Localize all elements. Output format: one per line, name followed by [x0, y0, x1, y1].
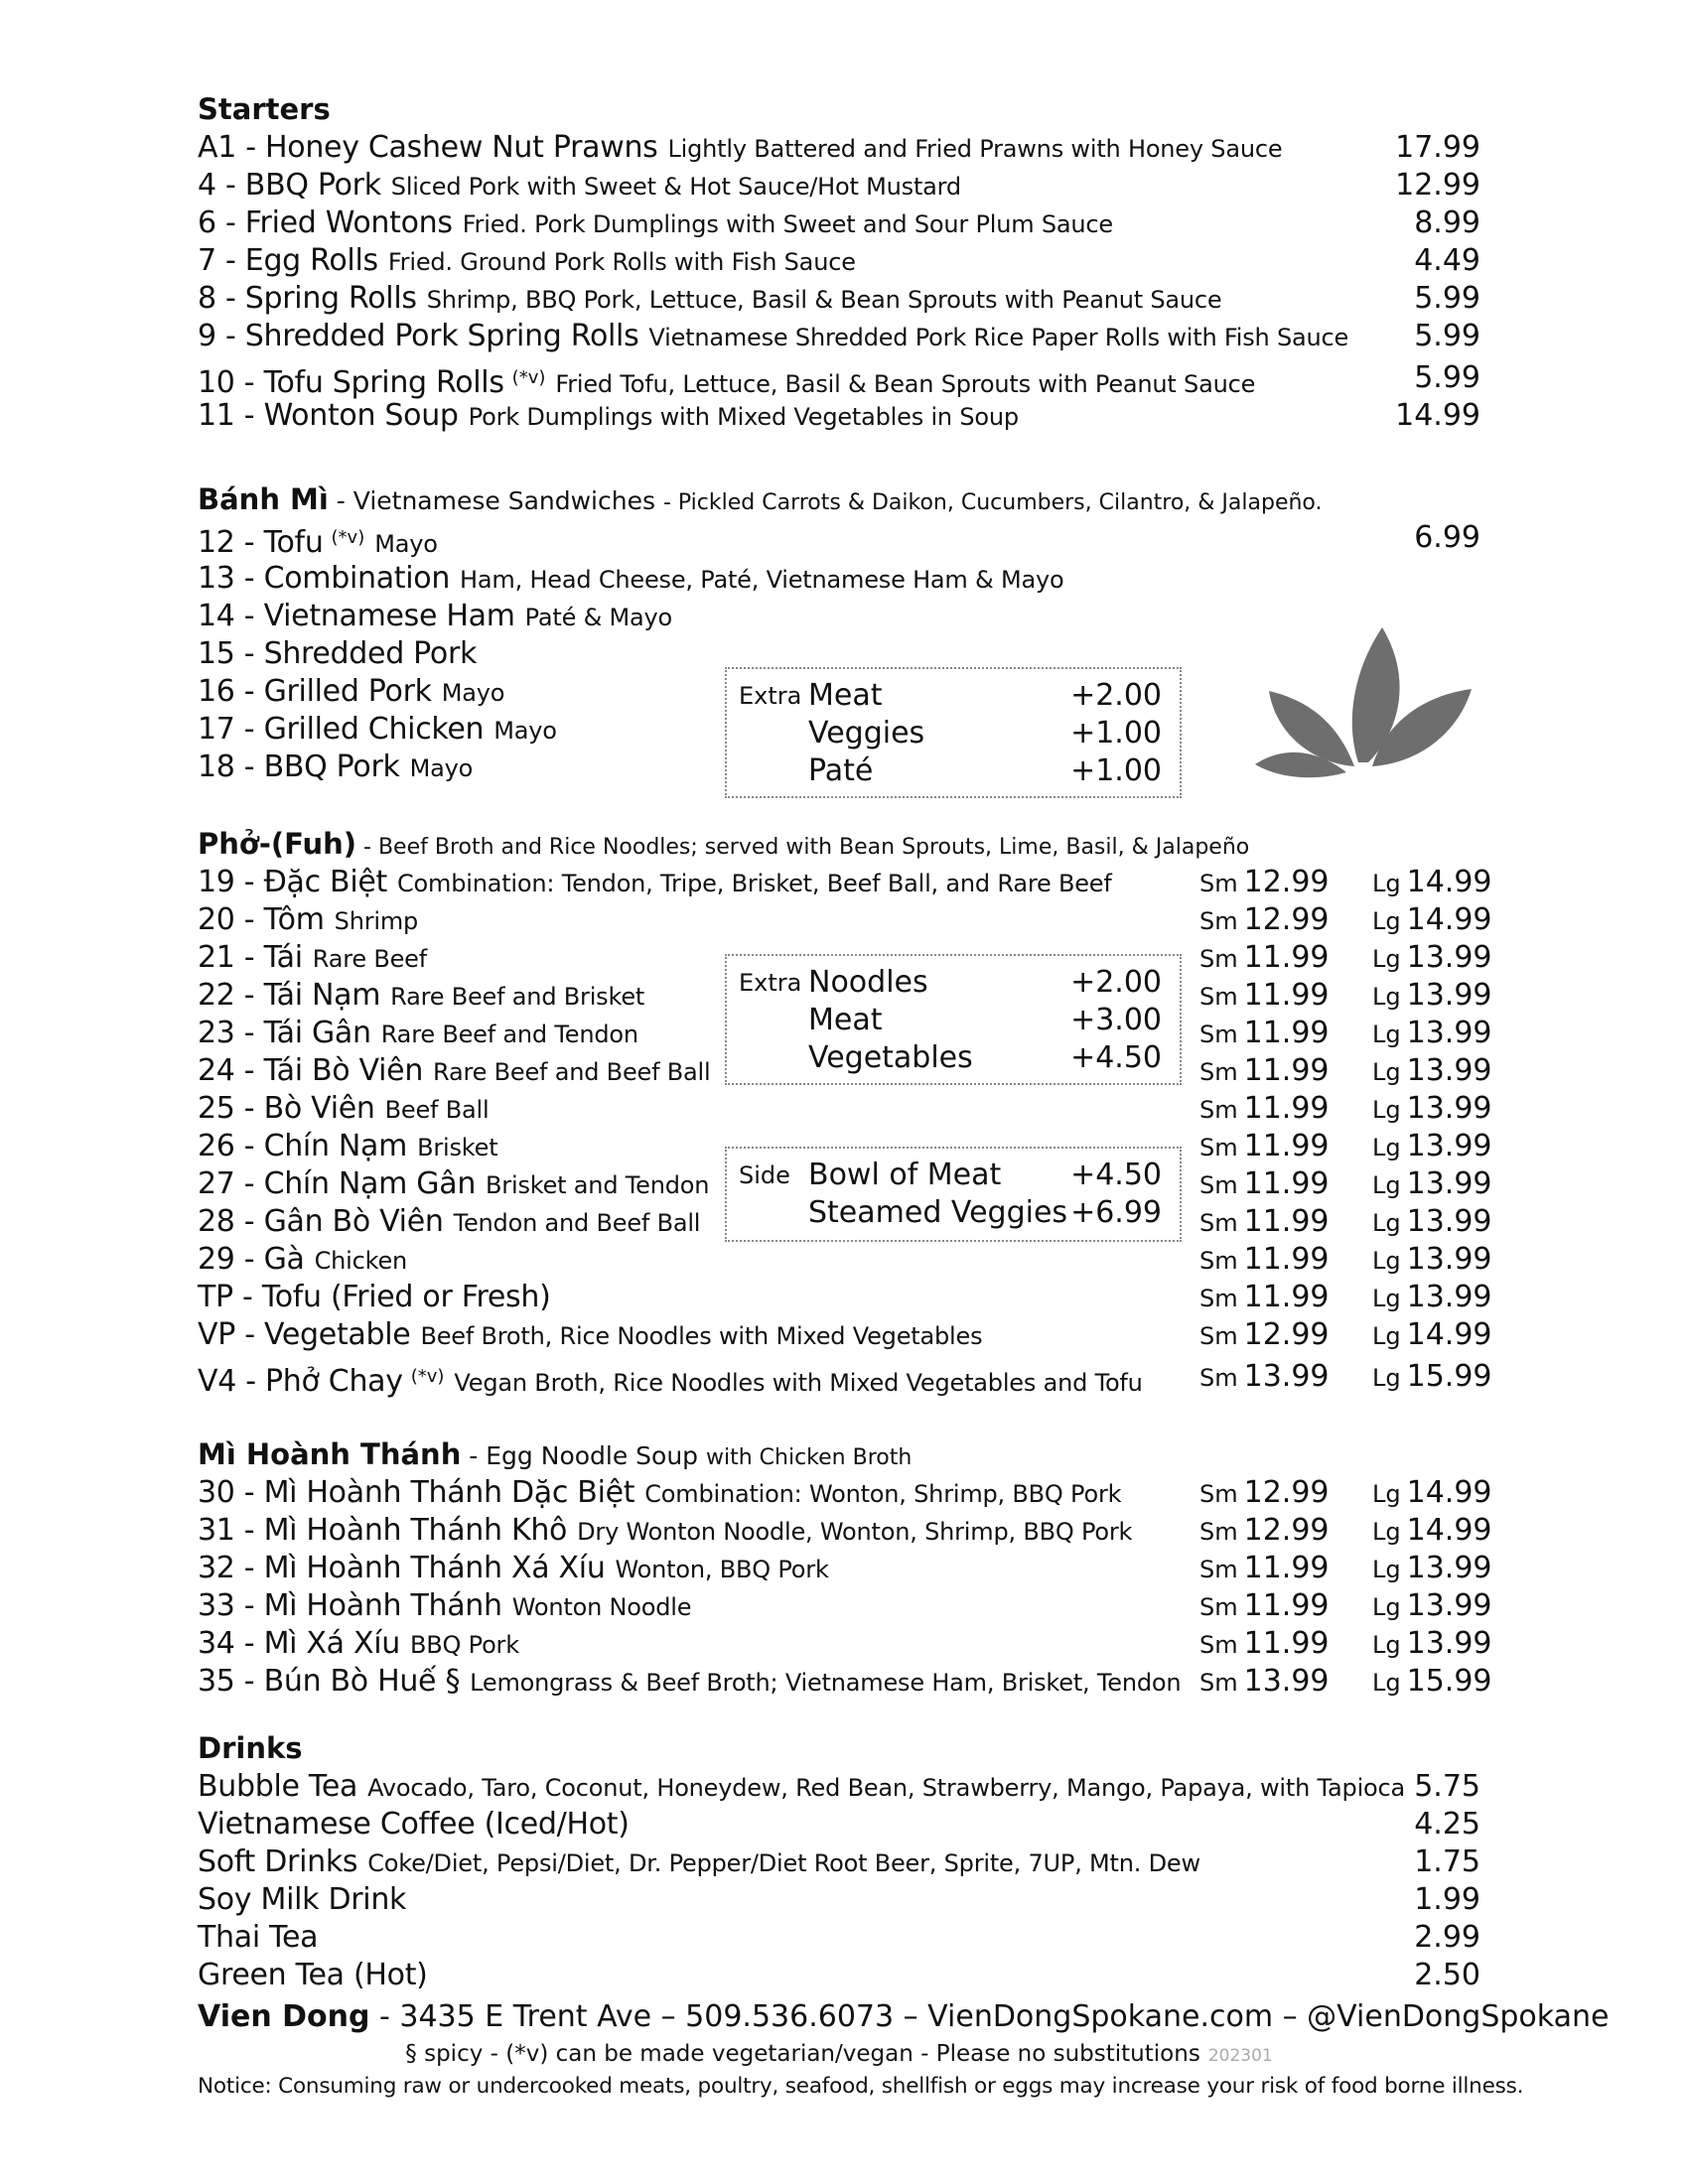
menu-item-row	[198, 1052, 710, 1090]
item-price-sm	[1199, 1052, 1330, 1090]
menu-item-row	[198, 1919, 318, 1957]
price-value-lg: 13.99	[1406, 1280, 1492, 1314]
menu-item-row	[198, 1957, 428, 1994]
item-price: 12.99	[1395, 168, 1480, 203]
price-value-sm: 11.99	[1243, 1280, 1330, 1314]
item-price: 17.99	[1395, 130, 1480, 165]
item-name: 7 - Egg Rolls	[198, 243, 378, 278]
size-label-sm: Sm	[1199, 1518, 1238, 1546]
banh-mi-extras-box	[725, 667, 1182, 798]
size-label-lg: Lg	[1372, 1096, 1401, 1124]
item-price-lg	[1372, 1241, 1492, 1279]
item-description: Coke/Diet, Pepsi/Diet, Dr. Pepper/Diet Root Beer, Sprite, 7UP, Mtn. Dew	[367, 1849, 1200, 1877]
item-price-lg	[1372, 1474, 1492, 1512]
price-value-lg: 13.99	[1406, 1129, 1492, 1163]
price-value-sm: 11.99	[1243, 1626, 1330, 1661]
item-name: 10 - Tofu Spring Rolls	[198, 365, 504, 400]
item-price: 5.75	[1414, 1769, 1480, 1804]
size-label-lg: Lg	[1372, 1518, 1401, 1546]
price-value-lg: 13.99	[1406, 1551, 1492, 1585]
item-price-sm	[1199, 901, 1330, 939]
item-price-sm	[1199, 977, 1330, 1015]
price-value-sm: 13.99	[1243, 1664, 1330, 1699]
item-name: 20 - Tôm	[198, 902, 325, 937]
menu-item-row	[198, 1316, 982, 1354]
menu-item-row	[198, 1587, 691, 1625]
size-label-lg: Lg	[1372, 1322, 1401, 1350]
item-description: Lemongrass & Beef Broth; Vietnamese Ham, Brisket, Tendon	[470, 1669, 1182, 1697]
size-label-sm: Sm	[1199, 870, 1238, 897]
pho-sides-box	[725, 1147, 1182, 1242]
item-price-lg	[1372, 1090, 1492, 1128]
menu-item-row	[198, 1625, 519, 1663]
size-label-sm: Sm	[1199, 1631, 1238, 1659]
menu-item-row	[198, 1165, 709, 1203]
item-name: 8 - Spring Rolls	[198, 281, 417, 316]
menu-item-row	[198, 519, 438, 560]
item-description: Pork Dumplings with Mixed Vegetables in Soup	[468, 403, 1019, 431]
item-price-sm	[1199, 1512, 1330, 1550]
item-name: 28 - Gân Bò Viên	[198, 1204, 444, 1239]
item-description: Combination: Tendon, Tripe, Brisket, Beef Ball, and Rare Beef	[396, 870, 1112, 897]
extra-price: +1.00	[1070, 753, 1162, 788]
item-description: Fried. Ground Pork Rolls with Fish Sauce	[387, 248, 856, 276]
item-price-lg	[1372, 1587, 1492, 1625]
item-description: Wonton, BBQ Pork	[615, 1556, 829, 1583]
menu-item-row	[198, 1881, 406, 1919]
item-name: 24 - Tái Bò Viên	[198, 1053, 424, 1088]
price-value-sm: 13.99	[1243, 1359, 1330, 1394]
size-label-sm: Sm	[1199, 945, 1238, 973]
menu-item-row	[198, 1843, 1200, 1881]
item-price-lg	[1372, 1625, 1492, 1663]
extra-item: Noodles	[808, 965, 928, 1000]
size-label-sm: Sm	[1199, 1669, 1238, 1697]
price-value-lg: 13.99	[1406, 1166, 1492, 1201]
price-value-sm: 11.99	[1243, 1016, 1330, 1050]
extra-item: Meat	[808, 1003, 883, 1037]
size-label-lg: Lg	[1372, 1593, 1401, 1621]
item-description: Vietnamese Shredded Pork Rice Paper Rolls with Fish Sauce	[648, 324, 1349, 351]
item-price-sm	[1199, 1316, 1330, 1354]
item-name: 19 - Đặc Biệt	[198, 865, 387, 899]
price-value-sm: 11.99	[1243, 1091, 1330, 1126]
item-name: 23 - Tái Gân	[198, 1016, 371, 1050]
item-name: 33 - Mì Hoành Thánh	[198, 1588, 502, 1623]
menu-item-row	[198, 397, 1019, 435]
price-value-sm: 12.99	[1243, 865, 1330, 899]
item-price-sm	[1199, 1587, 1330, 1625]
price-value-lg: 14.99	[1406, 1475, 1492, 1510]
size-label-lg: Lg	[1372, 1134, 1401, 1161]
price-value-lg: 15.99	[1406, 1664, 1492, 1699]
item-name: 4 - BBQ Pork	[198, 168, 381, 203]
extra-price: +2.00	[1070, 965, 1162, 1000]
item-description: Fried Tofu, Lettuce, Basil & Bean Sprouts with Peanut Sauce	[555, 370, 1256, 398]
item-description: Beef Broth, Rice Noodles with Mixed Vegetables	[420, 1322, 983, 1350]
item-name: 12 - Tofu	[198, 525, 324, 560]
price-value-lg: 14.99	[1406, 1317, 1492, 1352]
size-label-lg: Lg	[1372, 1480, 1401, 1508]
extra-label: Extra	[739, 682, 802, 710]
size-label-sm: Sm	[1199, 983, 1238, 1011]
item-description: Avocado, Taro, Coconut, Honeydew, Red Bean, Strawberry, Mango, Papaya, with Tapioca	[367, 1774, 1406, 1802]
size-label-lg: Lg	[1372, 1669, 1401, 1697]
item-price-lg	[1372, 1279, 1492, 1316]
extra-item: Paté	[808, 753, 874, 788]
item-name: 15 - Shredded Pork	[198, 636, 478, 671]
item-description: Mayo	[409, 754, 474, 782]
extra-price: +3.00	[1070, 1003, 1162, 1037]
item-name: Soft Drinks	[198, 1844, 358, 1879]
item-price-lg	[1372, 1358, 1492, 1396]
size-label-lg: Lg	[1372, 983, 1401, 1011]
item-price: 4.49	[1414, 243, 1480, 278]
price-value-sm: 11.99	[1243, 978, 1330, 1013]
mi-heading: Mì Hoành Thánh - Egg Noodle Soup with Chicken Broth	[198, 1437, 913, 1471]
item-price-sm	[1199, 1474, 1330, 1512]
extra-price: +4.50	[1070, 1040, 1162, 1075]
item-price-sm	[1199, 1090, 1330, 1128]
item-tag: (*v)	[410, 1366, 445, 1387]
extra-row	[727, 677, 1180, 715]
price-value-sm: 11.99	[1243, 1204, 1330, 1239]
extra-price: +2.00	[1070, 678, 1162, 713]
item-name: 31 - Mì Hoành Thánh Khô	[198, 1513, 568, 1548]
menu-item-row	[198, 1128, 497, 1165]
item-price: 6.99	[1414, 520, 1480, 555]
item-price-lg	[1372, 1512, 1492, 1550]
price-value-sm: 11.99	[1243, 940, 1330, 975]
item-name: A1 - Honey Cashew Nut Prawns	[198, 130, 658, 165]
item-price: 8.99	[1414, 205, 1480, 240]
item-description: Lightly Battered and Fried Prawns with Honey Sauce	[667, 135, 1283, 163]
price-value-sm: 11.99	[1243, 1053, 1330, 1088]
price-value-sm: 12.99	[1243, 902, 1330, 937]
pho-heading: Phở-(Fuh) - Beef Broth and Rice Noodles; served with Bean Sprouts, Lime, Basil, & Jalapeño	[198, 827, 1250, 861]
item-name: Soy Milk Drink	[198, 1882, 407, 1917]
item-name: 29 - Gà	[198, 1242, 305, 1277]
item-description: Mayo	[374, 530, 438, 558]
item-price: 1.99	[1414, 1882, 1480, 1917]
size-label-sm: Sm	[1199, 1593, 1238, 1621]
item-name: Thai Tea	[198, 1920, 319, 1955]
item-price-sm	[1199, 1128, 1330, 1165]
item-description: Brisket	[417, 1134, 498, 1161]
item-name: V4 - Phở Chay	[198, 1364, 403, 1399]
extra-price: +6.99	[1070, 1195, 1162, 1230]
item-description: Chicken	[314, 1247, 408, 1275]
item-price-sm	[1199, 1165, 1330, 1203]
item-tag: (*v)	[511, 367, 546, 388]
price-value-lg: 14.99	[1406, 865, 1492, 899]
menu-item-row	[198, 280, 1222, 318]
menu-item-row	[198, 167, 961, 205]
item-price-sm	[1199, 1358, 1330, 1396]
item-description: Rare Beef and Beef Ball	[433, 1058, 711, 1086]
item-price-sm	[1199, 1203, 1330, 1241]
extra-item: Bowl of Meat	[808, 1158, 1002, 1192]
menu-item-row	[198, 1279, 550, 1316]
size-label-sm: Sm	[1199, 1209, 1238, 1237]
item-name: 11 - Wonton Soup	[198, 398, 459, 433]
price-value-sm: 12.99	[1243, 1475, 1330, 1510]
menu-item-row	[198, 242, 856, 280]
extra-row	[727, 964, 1180, 1002]
extra-row	[727, 1157, 1180, 1194]
item-tag: (*v)	[331, 527, 365, 548]
item-price-lg	[1372, 864, 1492, 901]
size-label-sm: Sm	[1199, 1480, 1238, 1508]
menu-item-row	[198, 359, 1256, 400]
menu-item-row	[198, 749, 473, 786]
item-price-lg	[1372, 1128, 1492, 1165]
size-label-lg: Lg	[1372, 1631, 1401, 1659]
price-value-sm: 11.99	[1243, 1166, 1330, 1201]
menu-item-row	[198, 560, 1064, 598]
extra-row	[727, 752, 1180, 790]
menu-item-row	[198, 1550, 829, 1587]
size-label-lg: Lg	[1372, 1171, 1401, 1199]
item-description: Mayo	[493, 717, 557, 745]
item-description: Dry Wonton Noodle, Wonton, Shrimp, BBQ Pork	[577, 1518, 1133, 1546]
item-price-sm	[1199, 1015, 1330, 1052]
item-price: 5.99	[1414, 281, 1480, 316]
menu-item-row	[198, 598, 672, 635]
size-label-lg: Lg	[1372, 1058, 1401, 1086]
menu-item-row	[198, 1015, 638, 1052]
item-name: 18 - BBQ Pork	[198, 750, 400, 784]
item-name: 34 - Mì Xá Xíu	[198, 1626, 400, 1661]
item-price-sm	[1199, 1279, 1330, 1316]
size-label-sm: Sm	[1199, 1556, 1238, 1583]
extra-price: +1.00	[1070, 716, 1162, 751]
item-price-lg	[1372, 939, 1492, 977]
footer-legend: § spicy - (*v) can be made vegetarian/vegan - Please no substitutions 202301	[405, 2041, 1273, 2067]
item-description: Mayo	[441, 679, 505, 707]
item-name: TP - Tofu (Fried or Fresh)	[198, 1280, 551, 1314]
item-price: 5.99	[1414, 319, 1480, 353]
extra-label: Extra	[739, 969, 802, 997]
item-name: 22 - Tái Nạm	[198, 978, 381, 1013]
extra-price: +4.50	[1070, 1158, 1162, 1192]
size-label-sm: Sm	[1199, 1247, 1238, 1275]
item-name: 17 - Grilled Chicken	[198, 712, 485, 747]
menu-item-row	[198, 1203, 700, 1241]
size-label-sm: Sm	[1199, 1096, 1238, 1124]
menu-item-row	[198, 1512, 1132, 1550]
item-name: 30 - Mì Hoành Thánh Dặc Biệt	[198, 1475, 635, 1510]
size-label-sm: Sm	[1199, 1021, 1238, 1048]
item-name: 32 - Mì Hoành Thánh Xá Xíu	[198, 1551, 606, 1585]
size-label-lg: Lg	[1372, 945, 1401, 973]
item-price: 2.99	[1414, 1920, 1480, 1955]
item-description: Rare Beef and Tendon	[380, 1021, 638, 1048]
price-value-lg: 13.99	[1406, 1588, 1492, 1623]
item-name: 35 - Bún Bò Huế §	[198, 1664, 461, 1699]
price-value-lg: 13.99	[1406, 978, 1492, 1013]
price-value-lg: 13.99	[1406, 1204, 1492, 1239]
price-value-sm: 11.99	[1243, 1129, 1330, 1163]
item-price-lg	[1372, 1203, 1492, 1241]
item-name: 6 - Fried Wontons	[198, 205, 453, 240]
menu-item-row	[198, 977, 644, 1015]
extra-item: Meat	[808, 678, 883, 713]
item-price-lg	[1372, 1663, 1492, 1701]
item-name: 21 - Tái	[198, 940, 303, 975]
menu-item-row	[198, 1663, 1181, 1701]
menu-item-row	[198, 864, 1112, 901]
menu-item-row	[198, 1358, 1143, 1399]
price-value-lg: 13.99	[1406, 1626, 1492, 1661]
item-price-lg	[1372, 1015, 1492, 1052]
size-label-lg: Lg	[1372, 870, 1401, 897]
item-name: 14 - Vietnamese Ham	[198, 599, 515, 633]
item-description: Rare Beef and Brisket	[390, 983, 645, 1011]
item-name: 26 - Chín Nạm	[198, 1129, 408, 1163]
extra-item: Vegetables	[808, 1040, 973, 1075]
size-label-lg: Lg	[1372, 1209, 1401, 1237]
price-value-lg: 13.99	[1406, 1091, 1492, 1126]
price-value-lg: 15.99	[1406, 1359, 1492, 1394]
item-price-lg	[1372, 901, 1492, 939]
menu-item-row	[198, 901, 418, 939]
item-price-lg	[1372, 1052, 1492, 1090]
size-label-lg: Lg	[1372, 1285, 1401, 1312]
extra-item: Veggies	[808, 716, 925, 751]
menu-item-row	[198, 1090, 489, 1128]
price-value-lg: 13.99	[1406, 1242, 1492, 1277]
size-label-sm: Sm	[1199, 907, 1238, 935]
price-value-sm: 11.99	[1243, 1242, 1330, 1277]
menu-item-row	[198, 711, 557, 749]
menu-item-row	[198, 1474, 1121, 1512]
size-label-sm: Sm	[1199, 1171, 1238, 1199]
item-price-lg	[1372, 1550, 1492, 1587]
menu-item-row	[198, 1768, 1405, 1806]
item-price-lg	[1372, 1316, 1492, 1354]
size-label-lg: Lg	[1372, 1364, 1401, 1392]
item-description: Paté & Mayo	[524, 604, 673, 631]
size-label-sm: Sm	[1199, 1134, 1238, 1161]
size-label-sm: Sm	[1199, 1322, 1238, 1350]
size-label-sm: Sm	[1199, 1285, 1238, 1312]
item-name: VP - Vegetable	[198, 1317, 411, 1352]
price-value-lg: 13.99	[1406, 1016, 1492, 1050]
extra-row	[727, 1002, 1180, 1039]
size-label-sm: Sm	[1199, 1364, 1238, 1392]
price-value-lg: 14.99	[1406, 1513, 1492, 1548]
item-name: 25 - Bò Viên	[198, 1091, 375, 1126]
item-price-lg	[1372, 977, 1492, 1015]
menu-item-row	[198, 129, 1282, 167]
size-label-lg: Lg	[1372, 1556, 1401, 1583]
extra-label: Side	[739, 1161, 790, 1189]
item-price-sm	[1199, 1625, 1330, 1663]
item-name: Green Tea (Hot)	[198, 1958, 428, 1992]
menu-item-row	[198, 939, 427, 977]
item-name: 27 - Chín Nạm Gân	[198, 1166, 477, 1201]
price-value-lg: 13.99	[1406, 940, 1492, 975]
extra-row	[727, 1194, 1180, 1232]
item-name: 9 - Shredded Pork Spring Rolls	[198, 319, 639, 353]
item-price: 4.25	[1414, 1807, 1480, 1842]
menu-item-row	[198, 635, 477, 673]
extra-row	[727, 715, 1180, 752]
item-description: Shrimp	[334, 907, 419, 935]
item-price-sm	[1199, 939, 1330, 977]
menu-item-row	[198, 1806, 630, 1843]
extra-item: Steamed Veggies	[808, 1195, 1068, 1230]
item-price-sm	[1199, 1550, 1330, 1587]
item-description: Shrimp, BBQ Pork, Lettuce, Basil & Bean Sprouts with Peanut Sauce	[426, 286, 1222, 314]
price-value-sm: 12.99	[1243, 1513, 1330, 1548]
size-label-lg: Lg	[1372, 907, 1401, 935]
item-description: Wonton Noodle	[511, 1593, 692, 1621]
item-name: Bubble Tea	[198, 1769, 358, 1804]
item-name: 16 - Grilled Pork	[198, 674, 432, 709]
item-name: Vietnamese Coffee (Iced/Hot)	[198, 1807, 630, 1842]
price-value-sm: 11.99	[1243, 1551, 1330, 1585]
item-description: Fried. Pork Dumplings with Sweet and Sour Plum Sauce	[462, 210, 1113, 238]
leaf-icon	[1255, 617, 1474, 806]
item-price: 1.75	[1414, 1844, 1480, 1879]
banh-mi-heading: Bánh Mì - Vietnamese Sandwiches - Pickled Carrots & Daikon, Cucumbers, Cilantro, & Jalapeño.	[198, 482, 1323, 516]
item-price-sm	[1199, 1241, 1330, 1279]
price-value-lg: 14.99	[1406, 902, 1492, 937]
item-price: 5.99	[1414, 360, 1480, 395]
item-description: Vegan Broth, Rice Noodles with Mixed Vegetables and Tofu	[454, 1369, 1143, 1397]
size-label-lg: Lg	[1372, 1247, 1401, 1275]
price-value-sm: 12.99	[1243, 1317, 1330, 1352]
item-price-sm	[1199, 864, 1330, 901]
footer-notice: Notice: Consuming raw or undercooked meats, poultry, seafood, shellfish or eggs may increase your risk of food borne illness.	[198, 2074, 1524, 2099]
size-label-sm: Sm	[1199, 1058, 1238, 1086]
size-label-lg: Lg	[1372, 1021, 1401, 1048]
item-description: Combination: Wonton, Shrimp, BBQ Pork	[644, 1480, 1122, 1508]
starters-heading: Starters	[198, 92, 331, 126]
drinks-heading: Drinks	[198, 1731, 303, 1765]
menu-item-row	[198, 673, 504, 711]
item-price-sm	[1199, 1663, 1330, 1701]
item-price: 2.50	[1414, 1958, 1480, 1992]
menu-item-row	[198, 318, 1348, 355]
item-description: Sliced Pork with Sweet & Hot Sauce/Hot Mustard	[390, 173, 961, 201]
item-price: 14.99	[1395, 398, 1480, 433]
price-value-lg: 13.99	[1406, 1053, 1492, 1088]
item-description: Ham, Head Cheese, Paté, Vietnamese Ham & Mayo	[460, 566, 1064, 594]
menu-item-row	[198, 205, 1113, 242]
item-name: 13 - Combination	[198, 561, 451, 596]
extra-row	[727, 1039, 1180, 1077]
pho-extras-box	[725, 954, 1182, 1085]
item-description: BBQ Pork	[410, 1631, 519, 1659]
menu-item-row	[198, 1241, 407, 1279]
item-description: Brisket and Tendon	[486, 1171, 710, 1199]
item-description: Beef Ball	[384, 1096, 490, 1124]
item-description: Tendon and Beef Ball	[453, 1209, 701, 1237]
footer-contact: Vien Dong - 3435 E Trent Ave – 509.536.6073 – VienDongSpokane.com – @VienDongSpokane	[198, 1999, 1610, 2034]
item-price-lg	[1372, 1165, 1492, 1203]
price-value-sm: 11.99	[1243, 1588, 1330, 1623]
item-description: Rare Beef	[312, 945, 427, 973]
